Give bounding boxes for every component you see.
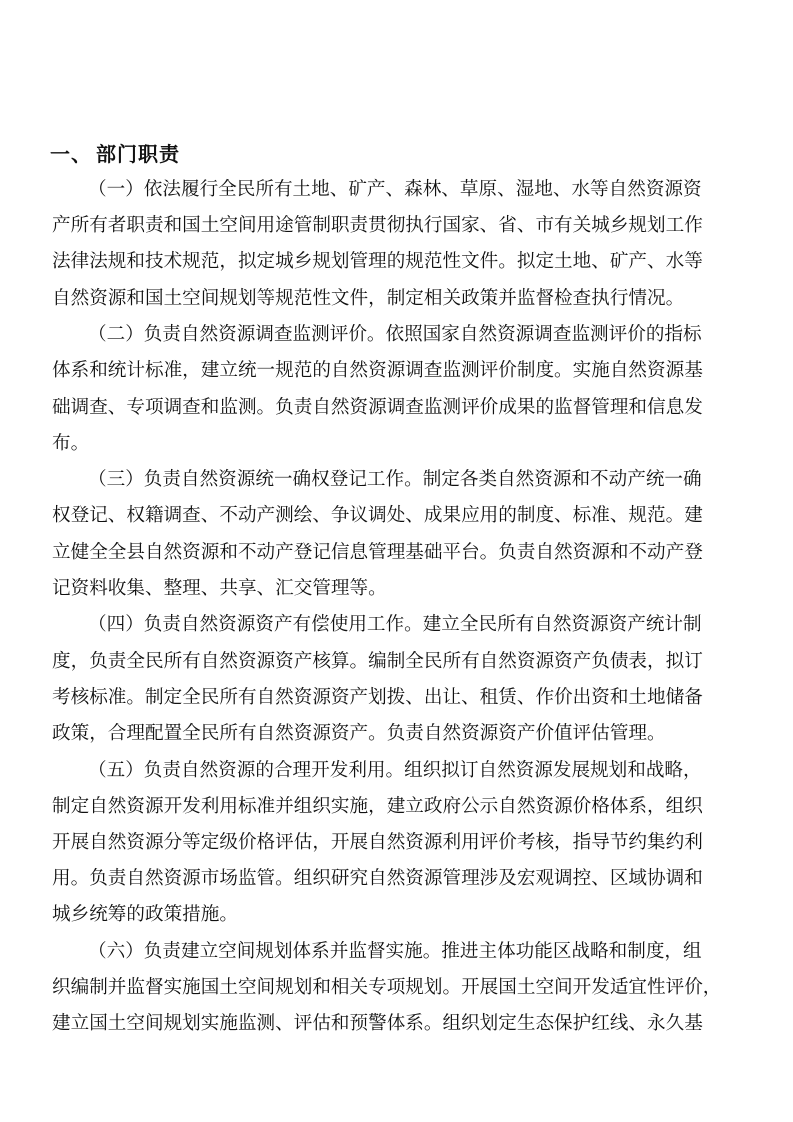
text-line: 开展自然资源分等定级价格评估，开展自然资源利用评价考核，指导节约集约利 <box>52 831 703 853</box>
text-line: 政策，合理配置全民所有自然资源资产。负责自然资源资产价值评估管理。 <box>52 722 666 744</box>
paragraph <box>52 753 758 934</box>
text-line: 法律法规和技术规范，拟定城乡规划管理的规范性文件。拟定土地、矿产、水等 <box>52 251 703 273</box>
text-line: 体系和统计标准，建立统一规范的自然资源调查监测评价制度。实施自然资源基 <box>52 360 703 382</box>
section-title: 部门职责 <box>96 142 180 166</box>
text-line: （四）负责自然资源资产有偿使用工作。建立全民所有自然资源资产统计制 <box>88 614 702 636</box>
text-line: 础调查、专项调查和监测。负责自然资源调查监测评价成果的监督管理和信息发 <box>52 396 703 418</box>
text-line: 布。 <box>52 432 90 454</box>
text-line: （三）负责自然资源统一确权登记工作。制定各类自然资源和不动产统一确 <box>88 469 702 491</box>
paragraph <box>52 462 758 607</box>
text-line: 织编制并监督实施国土空间规划和相关专项规划。开展国土空间开发适宜性评价， <box>52 977 722 999</box>
text-line: 权登记、权籍调查、不动产测绘、争议调处、成果应用的制度、标准、规范。建 <box>52 505 703 527</box>
paragraph <box>52 317 758 462</box>
section-number: 一、 <box>50 142 92 166</box>
text-line: 产所有者职责和国土空间用途管制职责贯彻执行国家、省、市有关城乡规划工作 <box>52 215 703 237</box>
text-line: 考核标准。制定全民所有自然资源资产划拨、出让、租赁、作价出资和土地储备 <box>52 686 703 708</box>
text-line: （五）负责自然资源的合理开发利用。组织拟订自然资源发展规划和战略， <box>88 759 702 781</box>
text-line: 城乡统筹的政策措施。 <box>52 904 238 926</box>
text-line: 制定自然资源开发利用标准并组织实施，建立政府公示自然资源价格体系，组织 <box>52 795 703 817</box>
text-line: 立健全全县自然资源和不动产登记信息管理基础平台。负责自然资源和不动产登 <box>52 541 703 563</box>
document-body <box>52 172 758 1042</box>
text-line: （二）负责自然资源调查监测评价。依照国家自然资源调查监测评价的指标 <box>88 324 702 346</box>
text-line: （一）依法履行全民所有土地、矿产、森林、草原、湿地、水等自然资源资 <box>88 179 702 200</box>
text-line: 自然资源和国土空间规划等规范性文件，制定相关政策并监督检查执行情况。 <box>52 287 685 309</box>
paragraph <box>52 172 758 317</box>
text-line: 用。负责自然资源市场监管。组织研究自然资源管理涉及宏观调控、区域协调和 <box>52 868 703 890</box>
text-line: （六）负责建立空间规划体系并监督实施。推进主体功能区战略和制度，组 <box>88 940 702 962</box>
paragraph <box>52 607 758 752</box>
text-line: 建立国土空间规划实施监测、评估和预警体系。组织划定生态保护红线、永久基 <box>52 1013 703 1035</box>
text-line: 记资料收集、整理、共享、汇交管理等。 <box>52 577 387 599</box>
text-line: 度，负责全民所有自然资源资产核算。编制全民所有自然资源资产负债表，拟订 <box>52 650 703 672</box>
paragraph <box>52 934 758 1043</box>
section-heading <box>50 140 180 168</box>
